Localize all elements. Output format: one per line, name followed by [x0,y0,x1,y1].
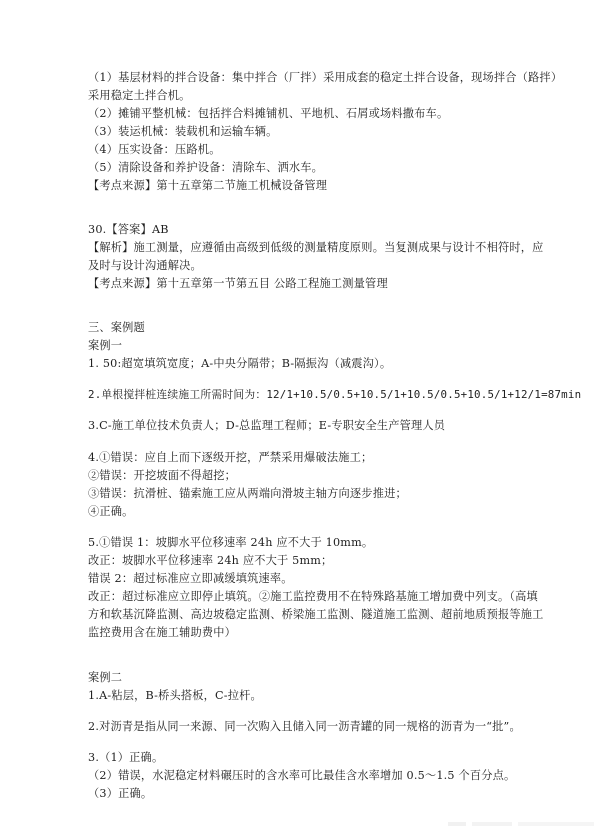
text-line: 1. 50:超宽填筑宽度；A-中央分隔带；B-隔振沟（减震沟）。 [88,357,392,370]
text-line: 改正：超过标准应立即停止填筑。②施工监控费用不在特殊路基施工增加费中列支。（高填 [88,590,538,603]
source-note: 【考点来源】第十五章第二节施工机械设备管理 [88,179,328,192]
text-line: 采用稳定土拌合机。 [88,89,191,102]
text-line: 2.单根搅拌桩连续施工所需时间为：12/1+10.5/0.5+10.5/1+10.5/0.5+10.5/1+12/1=87min [88,388,582,401]
text-line: ④正确。 [88,505,134,518]
text-line: （4）压实设备：压路机。 [88,143,221,156]
analysis-line: 【解析】施工测量，应遵循由高级到低级的测量精度原则。当复测成果与设计不相符时，应 [88,241,544,254]
text-line: 方和软基沉降监测、高边坡稳定监测、桥梁施工监测、隧道施工监测、超前地质预报等施工 [88,608,544,621]
text-line: 监控费用含在施工辅助费中） [88,626,237,639]
text-line: 改正：坡脚水平位移速率 24h 应不大于 5mm； [88,554,333,567]
text-line: 2.对沥青是指从同一来源、同一次购入且储入同一沥青罐的同一规格的沥青为一“批”。 [88,720,521,733]
text-line: （5）清除设备和养护设备：清除车、洒水车。 [88,161,324,174]
answer-line: 30.【答案】AB [88,223,169,236]
case-heading: 案例二 [88,671,123,684]
watermark-mark [448,819,598,829]
text-line: 4.①错误：应自上而下逐级开挖，严禁采用爆破法施工； [88,451,373,464]
text-line: ②错误：开挖坡面不得超挖； [88,469,237,482]
text-line: 3.C-施工单位技术负责人；D-总监理工程师；E-专职安全生产管理人员 [88,419,446,432]
text-line: （1）基层材料的拌合设备：集中拌合（厂拌）采用成套的稳定土拌合设备，现场拌合（路拌） [88,71,563,84]
text-line: （2）错误，水泥稳定材料碾压时的含水率可比最佳含水率增加 0.5～1.5 个百分点。 [88,769,516,782]
text-line: 错误 2：超过标准应立即减缓填筑速率。 [88,572,293,585]
text-line: （3）装运机械：装载机和运输车辆。 [88,125,278,138]
text-line: 3.（1）正确。 [88,751,164,764]
text-line: （3）正确。 [88,787,153,800]
text-line: ③错误：抗滑桩、锚索施工应从两端向滑坡主轴方向逐步推进； [88,487,407,500]
text-line: （2）摊铺平整机械：包括拌合料摊铺机、平地机、石屑或场料撒布车。 [88,107,449,120]
source-note: 【考点来源】第十五章第一节第五目 公路工程施工测量管理 [88,277,388,290]
text-line: 及时与设计沟通解决。 [88,259,202,272]
section-heading: 三、案例题 [88,321,145,334]
case-heading: 案例一 [88,339,123,352]
text-line: 1.A-粘层，B-桥头搭板，C-拉杆。 [88,689,262,702]
text-line: 5.①错误 1：坡脚水平位移速率 24h 应不大于 10mm。 [88,536,374,549]
